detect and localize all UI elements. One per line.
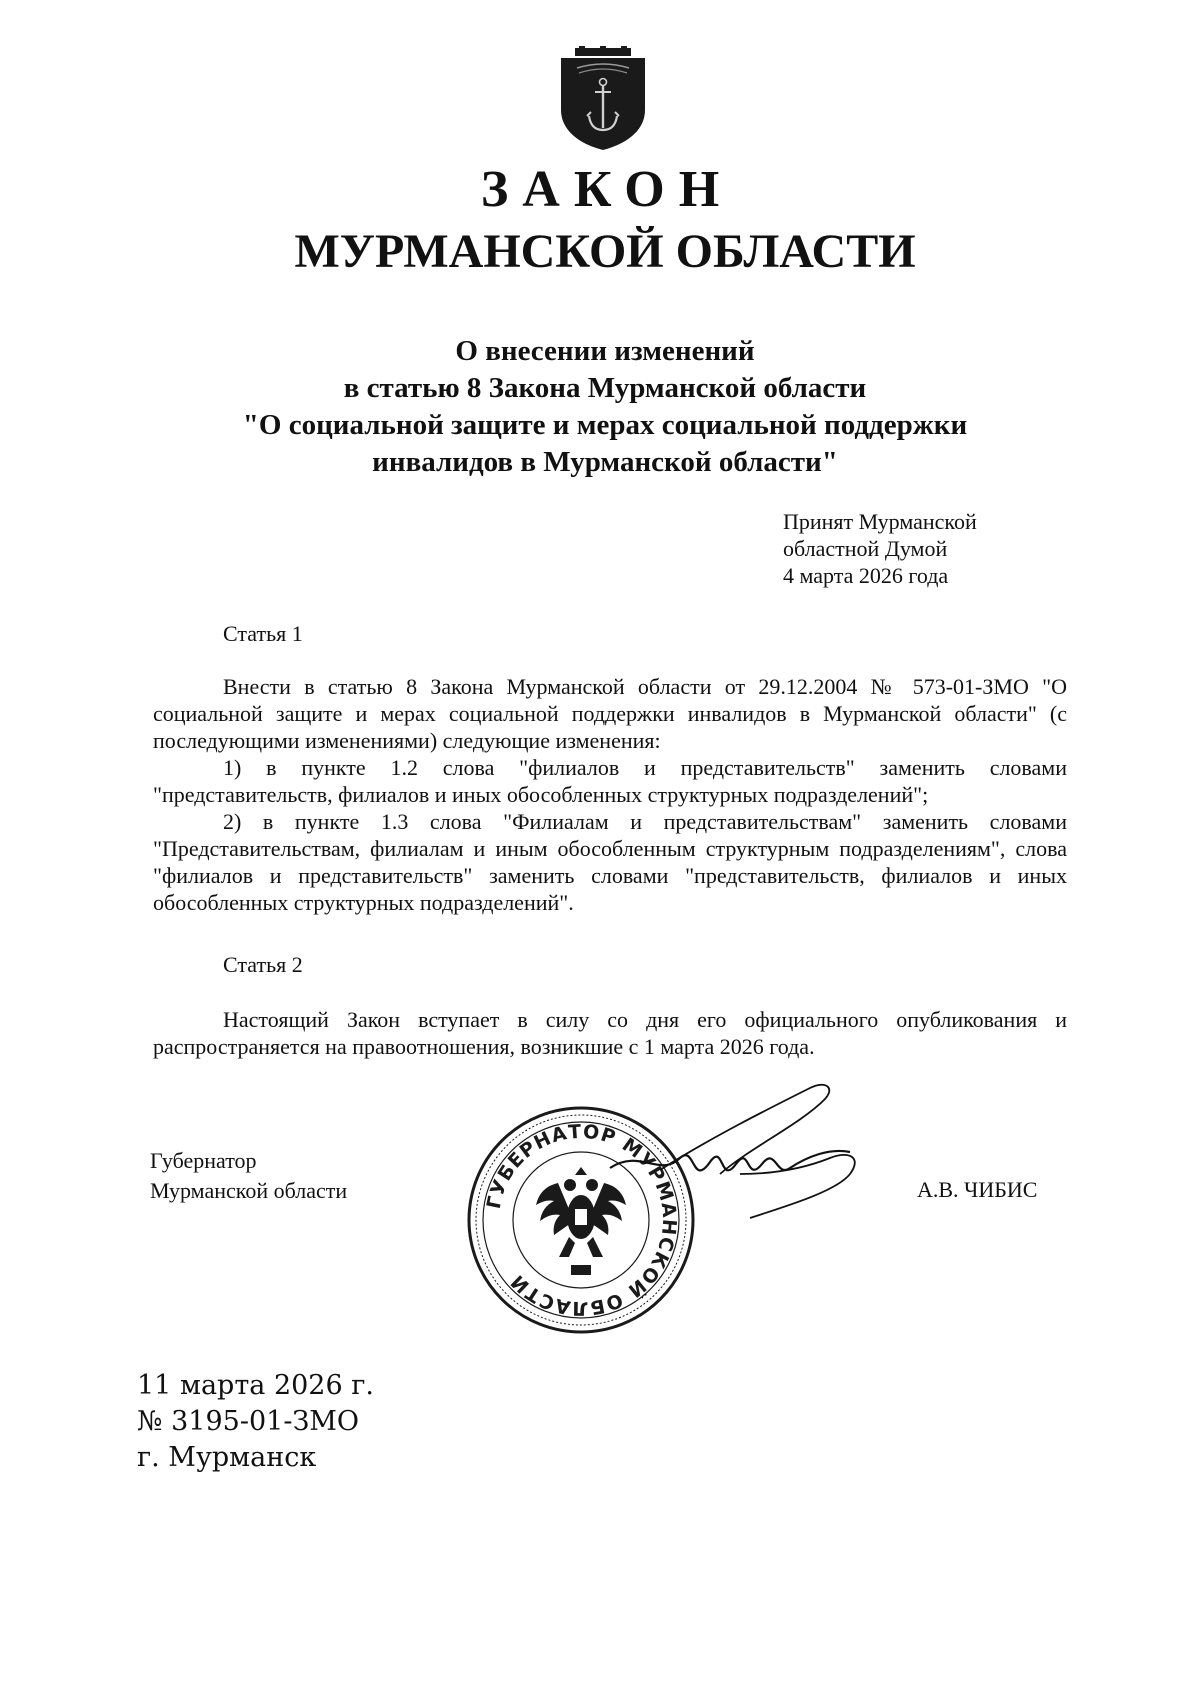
adoption-line: областной Думой (783, 536, 948, 561)
law-number: № 3195-01-ЗМО (137, 1406, 360, 1437)
law-subject-line: "О социальной защите и мерах социальной поддержки (242, 409, 968, 441)
signatory-title-line: Мурманской области (150, 1178, 348, 1203)
signatory-title-line: Губернатор (150, 1148, 257, 1173)
signatory-title (150, 1146, 347, 1206)
article-2-body (153, 1006, 1067, 1060)
article-1-paragraph: 1) в пункте 1.2 слова "филиалов и представительств" заменить словами "представительств, филиалов и иных обособленных структурных подразделений"; (153, 755, 1067, 807)
law-subject-line: О внесении изменений (455, 335, 755, 367)
law-subject-line: в статью 8 Закона Мурманской области (343, 372, 867, 404)
signing-city: г. Мурманск (137, 1442, 317, 1473)
article-1-heading: Статья 1 (223, 621, 303, 646)
signatory-name: А.В. ЧИБИС (917, 1177, 1038, 1202)
article-2-paragraph: Настоящий Закон вступает в силу со дня его официального опубликования и распространяется на правоотношения, возникшие с 1 марта 2026 года. (153, 1007, 1067, 1059)
law-subject (0, 333, 1200, 481)
document-footer (137, 1368, 374, 1476)
law-subject-line: инвалидов в Мурманской области" (372, 446, 838, 478)
article-1-paragraph: 2) в пункте 1.3 слова "Филиалам и представительствам" заменить словами "Представительствам, филиалам и иным обособленным структурным подразделениям", слова "филиалов и представительств" заменить словами "представительств, филиалов и иных обособленных структурных подразделений". (153, 809, 1067, 915)
article-1-paragraph: Внести в статью 8 Закона Мурманской области от 29.12.2004 № 573-01-ЗМО "О социальной защите и мерах социальной поддержки инвалидов в Мурманской области" (с последующими изменениями) следующие изменения: (153, 674, 1067, 753)
article-2-heading: Статья 2 (223, 952, 303, 977)
article-1-body (153, 673, 1067, 916)
murmansk-coat-of-arms-icon (557, 46, 649, 150)
svg-text:ГУБЕРНАТОР МУРМАНСКОЙ ОБЛАСТИ: ГУБЕРНАТОР МУРМАНСКОЙ ОБЛАСТИ (482, 1120, 681, 1320)
adoption-line: 4 марта 2026 года (783, 563, 949, 588)
signing-date: 11 марта 2026 г. (137, 1370, 374, 1401)
document-title: ЗАКОН (480, 161, 734, 218)
adoption-note (783, 508, 977, 589)
adoption-line: Принят Мурманской (783, 509, 977, 534)
handwritten-signature-icon (600, 1078, 870, 1228)
document-subtitle: МУРМАНСКОЙ ОБЛАСТИ (294, 225, 916, 278)
